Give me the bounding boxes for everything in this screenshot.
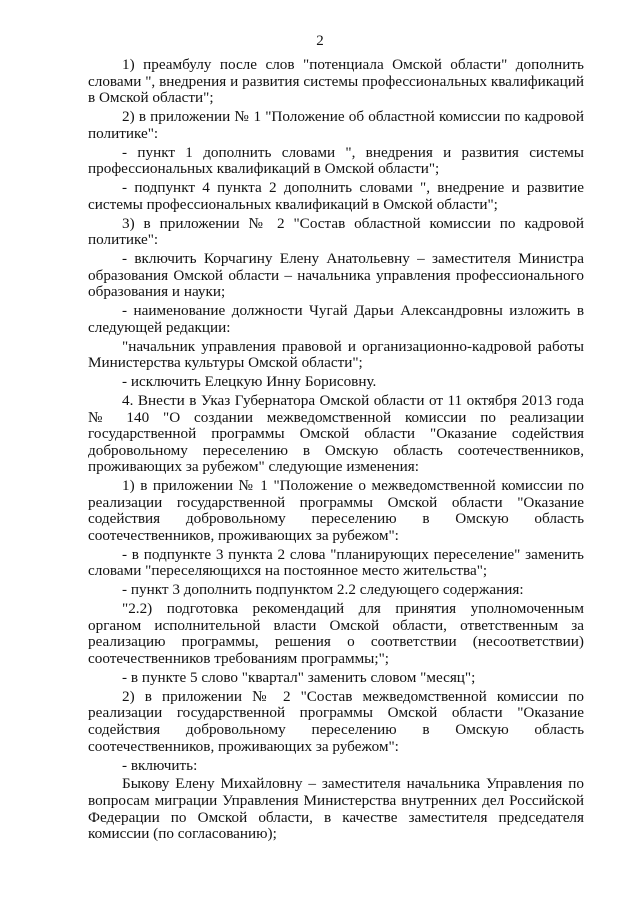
paragraph: - исключить Елецкую Инну Борисовну. <box>122 373 377 391</box>
paragraph: - в пункте 5 слово "квартал" заменить словом "месяц"; <box>122 668 476 686</box>
page-number: 2 <box>316 33 324 49</box>
document-body <box>88 57 584 845</box>
paragraph: 2) в приложении № 1 "Положение об областной комиссии по кадровой политике": <box>88 108 584 142</box>
paragraph: 1) преамбулу после слов "потенциала Омской области" дополнить словами ", внедрения и развития системы профессиональных квалификаций в Омской области"; <box>88 56 584 107</box>
paragraph: 3) в приложении № 2 "Состав областной комиссии по кадровой политике": <box>88 214 584 249</box>
paragraph: - наименование должности Чугай Дарьи Александровны изложить в следующей редакции: <box>88 302 584 336</box>
paragraph: - включить Корчагину Елену Анатольевну – заместителя Министра образования Омской области – начальника управления профессионального образования и науки; <box>88 250 584 301</box>
paragraph: - включить: <box>122 756 198 774</box>
paragraph: - подпункт 4 пункта 2 дополнить словами ", внедрение и развитие системы профессиональных квалификаций в Омской области"; <box>88 179 584 213</box>
paragraph: 4. Внести в Указ Губернатора Омской области от 11 октября 2013 года № 140 "О создании межведомственной комиссии по реализации государственной программы Омской области "Оказание содействия добровольному переселению в Омскую область соотечественников, проживающих за рубежом" следующие изменения: <box>88 391 584 476</box>
paragraph: - в подпункте 3 пункта 2 слова "планирующих переселение" заменить словами "переселяющихся на постоянное место жительства"; <box>88 545 584 580</box>
paragraph: - пункт 3 дополнить подпунктом 2.2 следующего содержания: <box>122 581 524 599</box>
paragraph: Быкову Елену Михайловну – заместителя начальника Управления по вопросам миграции Управления Министерства внутренних дел Российской Федерации по Омской области, в качестве заместителя председателя комиссии (по согласованию); <box>88 775 584 843</box>
paragraph: 2) в приложении № 2 "Состав межведомственной комиссии по реализации государственной программы Омской области "Оказание содействия добровольному переселению в Омскую область соотечественников, проживающих за рубежом": <box>88 687 584 755</box>
paragraph: 1) в приложении № 1 "Положение о межведомственной комиссии по реализации государственной программы Омской области "Оказание содействия добровольному переселению в Омскую область соотечественников, проживающих за рубежом": <box>88 477 584 544</box>
paragraph: "2.2) подготовка рекомендаций для принятия уполномоченным органом исполнительной власти Омской области, ответственным за реализацию программы, решения о соответствии (несоответствии) соотечественников требованиям программы;"; <box>88 600 584 668</box>
paragraph: "начальник управления правовой и организационно-кадровой работы Министерства культуры Омской области"; <box>88 337 584 372</box>
paragraph: - пункт 1 дополнить словами ", внедрения и развития системы профессиональных квалификаций в Омской области"; <box>88 143 584 178</box>
